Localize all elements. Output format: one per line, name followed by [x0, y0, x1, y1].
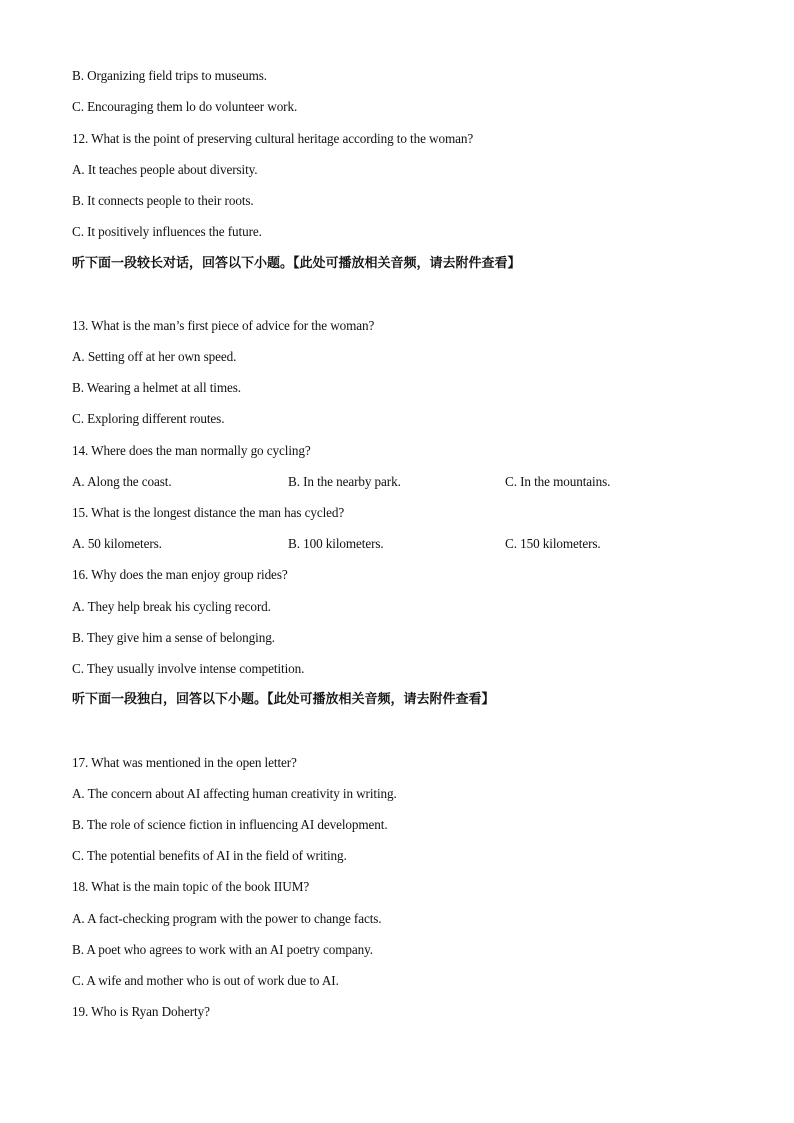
- question-14-option-a: A. Along the coast.: [72, 474, 172, 489]
- question-18: 18. What is the main topic of the book IIUM?: [72, 879, 310, 894]
- question-17-option-c: C. The potential benefits of AI in the field of writing.: [72, 848, 347, 863]
- question-12: 12. What is the point of preserving cultural heritage according to the woman?: [72, 131, 474, 146]
- question-13-option-c: C. Exploring different routes.: [72, 411, 225, 426]
- question-12-option-c: C. It positively influences the future.: [72, 224, 262, 239]
- question-14-option-c: C. In the mountains.: [505, 474, 611, 489]
- question-18-option-b: B. A poet who agrees to work with an AI poetry company.: [72, 942, 373, 957]
- question-17: 17. What was mentioned in the open letter?: [72, 755, 297, 770]
- question-12-option-a: A. It teaches people about diversity.: [72, 162, 258, 177]
- line-option-c-volunteer: C. Encouraging them lo do volunteer work.: [72, 99, 298, 114]
- question-13-option-a: A. Setting off at her own speed.: [72, 349, 237, 364]
- question-12-option-b: B. It connects people to their roots.: [72, 193, 254, 208]
- question-16-option-a: A. They help break his cycling record.: [72, 599, 271, 614]
- question-18-option-c: C. A wife and mother who is out of work due to AI.: [72, 973, 339, 988]
- listening-instruction-monologue: 听下面一段独白，回答以下小题。【此处可播放相关音频，请去附件查看】: [72, 692, 495, 707]
- question-17-option-a: A. The concern about AI affecting human creativity in writing.: [72, 786, 397, 801]
- question-17-option-b: B. The role of science fiction in influencing AI development.: [72, 817, 388, 832]
- line-option-b-field-trips: B. Organizing field trips to museums.: [72, 68, 267, 83]
- question-16-option-c: C. They usually involve intense competition.: [72, 661, 305, 676]
- question-19: 19. Who is Ryan Doherty?: [72, 1004, 210, 1019]
- question-15-option-b: B. 100 kilometers.: [288, 536, 384, 551]
- question-18-option-a: A. A fact-checking program with the power to change facts.: [72, 911, 382, 926]
- question-15-option-c: C. 150 kilometers.: [505, 536, 601, 551]
- question-15: 15. What is the longest distance the man has cycled?: [72, 505, 345, 520]
- question-13: 13. What is the man’s first piece of advice for the woman?: [72, 318, 375, 333]
- question-16: 16. Why does the man enjoy group rides?: [72, 567, 288, 582]
- question-13-option-b: B. Wearing a helmet at all times.: [72, 380, 241, 395]
- question-14-option-b: B. In the nearby park.: [288, 474, 401, 489]
- listening-instruction-dialogue: 听下面一段较长对话，回答以下小题。【此处可播放相关音频，请去附件查看】: [72, 256, 521, 271]
- question-14: 14. Where does the man normally go cycling?: [72, 443, 311, 458]
- question-15-option-a: A. 50 kilometers.: [72, 536, 162, 551]
- question-16-option-b: B. They give him a sense of belonging.: [72, 630, 275, 645]
